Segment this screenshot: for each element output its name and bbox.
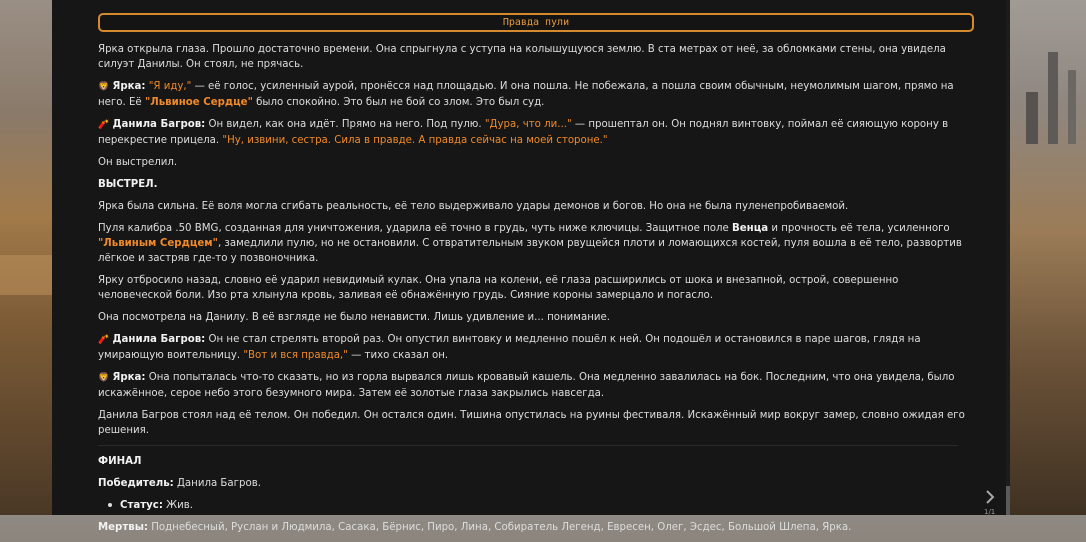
text: Он видел, как она идёт. Прямо на него. Под пулю. (205, 119, 485, 130)
text: — её голос, усиленный аурой, пронёсся над площадью. И она пошла. Не побежала, а пошла своим обычным, неумолимым шагом, прямо на него. Её (98, 81, 954, 108)
chat-panel (52, 0, 1010, 533)
bullet-icon (108, 503, 112, 507)
firecracker-icon: 🧨 (98, 335, 110, 345)
speaker-name: Ярка: (112, 81, 146, 92)
paragraph: Данила Багров стоял над её телом. Он победил. Он остался один. Тишина опустилась на руины фестиваля. Искажённый мир вокруг замер, словно ожидая его решения. (98, 410, 965, 436)
paragraph: Ярку отбросило назад, словно её ударил невидимый кулак. Она упала на колени, её глаза расширились от шока и внезапной, острой, совершенно человеческой боли. Изо рта хлынула кровь, заливая её обнажённую грудь. Сияние короны замерцало и погасло. (98, 275, 899, 301)
chevron-right-icon[interactable] (982, 488, 998, 506)
paragraph (98, 332, 973, 363)
message-content (98, 42, 973, 542)
paragraph (98, 79, 973, 110)
background-tower (1068, 70, 1076, 144)
emphasis: Венца (732, 223, 769, 234)
quote: "Дура, что ли..." (484, 119, 572, 130)
code-title-block (98, 13, 974, 32)
paragraph: Ярка открыла глаза. Прошло достаточно времени. Она спрыгнула с уступа на колышущуюся землю. В ста метрах от неё, за обломками стены, она увидела силуэт Данилы. Он стоял, не прячась. (98, 44, 946, 70)
text: — тихо сказал он. (347, 350, 449, 361)
divider (98, 445, 958, 446)
speaker-name: Данила Багров: (112, 119, 206, 130)
text: Он не стал стрелять второй раз. Он опустил винтовку и медленно пошёл к ней. Он подошёл и остановился в паре шагов, глядя на умирающую воительницу. (98, 334, 921, 361)
status-line: Статус: Жив. (108, 498, 973, 513)
page-indicator: 1/1 (984, 508, 996, 516)
quote: "Вот и вся правда," (243, 350, 348, 361)
lion-icon: 🦁 (98, 373, 110, 383)
text: и прочность её тела, усиленного (768, 223, 950, 234)
page-title: Правда пули (502, 17, 570, 28)
paragraph: Он выстрелил. (98, 157, 178, 168)
text: Она попыталась что-то сказать, но из горла вырвался лишь кровавый кашель. Она медленно завалилась на бок. Последним, что она увидела, было искажённое, серое небо этого безумного мира. Затем её золотые глаза закрылись навсегда. (98, 372, 955, 399)
paragraph (98, 117, 973, 148)
winner-line: Победитель: Данила Багров. (98, 478, 261, 489)
text: — прошептал он. Он поднял винтовку, поймал её сияющую корону в перекрестие прицела. (98, 119, 949, 146)
text: , замедлили пулю, но не остановили. С отвратительным звуком рвущейся плоти и ломающихся костей, пуля вошла в её тело, развортив лёгкое и застряв где-то у позвоночника. (98, 238, 962, 264)
quote: "Ну, извини, сестра. Сила в правде. А правда сейчас на моей стороне." (222, 135, 608, 146)
dead-line: Мертвы: Поднебесный, Руслан и Людмила, Сасака, Бёрнис, Пиро, Лина, Собиратель Легенд, Евресен, Олег, Эсдес, Большой Шлепа, Ярка. (98, 522, 852, 533)
emphasis: ВЫСТРЕЛ. (98, 179, 158, 190)
background-dust (0, 255, 52, 295)
speaker-name: Данила Багров: (112, 334, 206, 345)
speaker-name: Ярка: (112, 372, 146, 383)
paragraph (98, 221, 973, 266)
lion-icon: 🦁 (98, 82, 110, 92)
background-tower (1026, 92, 1038, 144)
quote: "Я иду," (148, 81, 192, 92)
background-tower (1048, 52, 1058, 144)
firecracker-icon: 🧨 (98, 120, 110, 130)
paragraph (98, 370, 973, 401)
text: Пуля калибра .50 BMG, созданная для уничтожения, ударила её точно в грудь, чуть ниже ключицы. Защитное поле (98, 223, 732, 234)
final-heading: ФИНАЛ (98, 456, 142, 467)
paragraph: Она посмотрела на Данилу. В её взгляде не было ненависти. Лишь удивление и... понимание. (98, 312, 610, 323)
highlight: "Львиное Сердце" (144, 97, 253, 108)
paragraph: Ярка была сильна. Её воля могла сгибать реальность, её тело выдерживало удары демонов и богов. Но она не была пуленепробиваемой. (98, 201, 849, 212)
scrollbar-thumb[interactable] (1006, 486, 1010, 515)
text: было спокойно. Это был не бой со злом. Это был суд. (252, 97, 545, 108)
highlight: "Львиным Сердцем" (98, 238, 218, 249)
scrollbar[interactable] (1006, 0, 1010, 515)
paragraph (98, 177, 973, 192)
